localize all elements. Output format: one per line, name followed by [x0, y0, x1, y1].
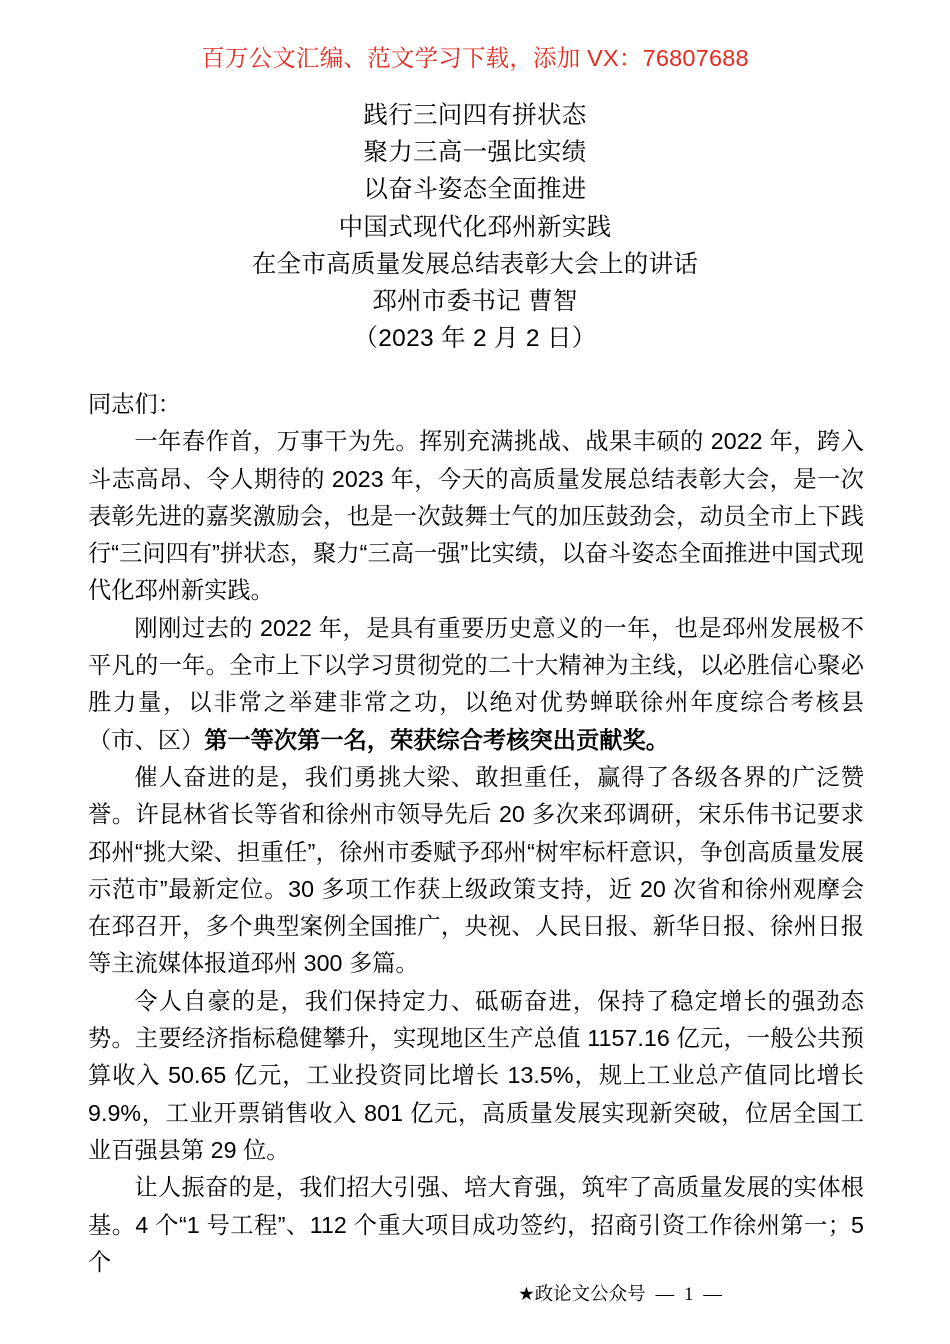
title-line-1: 践行三问四有拼状态 — [363, 102, 587, 129]
title-date: （2023 年 2 月 2 日） — [353, 325, 597, 353]
promo-banner: 百万公文汇编、范文学习下载，添加 VX：76807688 — [201, 45, 749, 71]
footer-dash-left: — — [655, 1285, 675, 1305]
document-body — [88, 386, 864, 1281]
page-footer — [0, 1281, 950, 1308]
title-author: 邳州市委书记 曹智 — [372, 288, 578, 316]
paragraph-2-bold-text: 第一等次第一名，荣获综合考核突出贡献奖。 — [204, 726, 669, 753]
footer-inner — [518, 1281, 732, 1308]
public-account-mark: ★政论文公众号 — [518, 1283, 646, 1304]
paragraph-2 — [88, 610, 864, 759]
footer-dash-right: — — [703, 1285, 722, 1305]
paragraph-1: 一年春作首，万事干为先。挥别充满挑战、战果丰硕的 2022 年，跨入斗志高昂、令人期待的 2023 年，今天的高质量发展总结表彰大会，是一次表彰先进的嘉奖激励会，也是一次鼓舞士气的加压鼓劲会，动员全市上下践行“三问四有”拼状态，聚力“三高一强”比实绩，以奋斗姿态全面推进中国式现代化邳州新实践。 — [88, 428, 864, 604]
paragraph-4: 令人自豪的是，我们保持定力、砥砺奋进，保持了稳定增长的强劲态势。主要经济指标稳健攀升，实现地区生产总值 1157.16 亿元，一般公共预算收入 50.65 亿元，工业投资同比增长 13.5%，规上工业总产值同比增长 9.9%，工业开票销售收入 801 亿元，高质量发展实现新突破，位居全国工业百强县第 29 位。 — [88, 987, 864, 1163]
title-line-4: 中国式现代化邳州新实践 — [338, 213, 612, 241]
page-number: 1 — [684, 1285, 694, 1305]
paragraph-3: 催人奋进的是，我们勇挑大梁、敢担重任，赢得了各级各界的广泛赞誉。许昆林省长等省和徐州市领导先后 20 多次来邳调研，宋乐伟书记要求邳州“挑大梁、担重任”，徐州市委赋予邳州“树牢标杆意识，争创高质量发展示范市”最新定位。30 多项工作获上级政策支持，近 20 次省和徐州观摩会在邳召开，多个典型案例全国推广，央视、人民日报、新华日报、徐州日报等主流媒体报道邳州 300 多篇。 — [88, 763, 864, 977]
paragraph-5: 让人振奋的是，我们招大引强、培大育强，筑牢了高质量发展的实体根基。4 个“1 号工程”、112 个重大项目成功签约，招商引资工作徐州第一；5 个 — [88, 1174, 864, 1275]
document-title-block — [0, 97, 950, 357]
paragraph-2-normal-text: 刚刚过去的 2022 年，是具有重要历史意义的一年，也是邳州发展极不平凡的一年。全市上下以学习贯彻党的二十大精神为主线，以必胜信心聚必胜力量，以非常之举建非常之功，以绝对优势蝉联徐州年度综合考核县（市、区） — [88, 614, 864, 753]
title-line-3: 以奋斗姿态全面推进 — [363, 176, 587, 204]
salutation: 同志们： — [88, 391, 181, 417]
title-line-5: 在全市高质量发展总结表彰大会上的讲话 — [251, 250, 699, 278]
title-line-2: 聚力三高一强比实绩 — [363, 139, 587, 167]
